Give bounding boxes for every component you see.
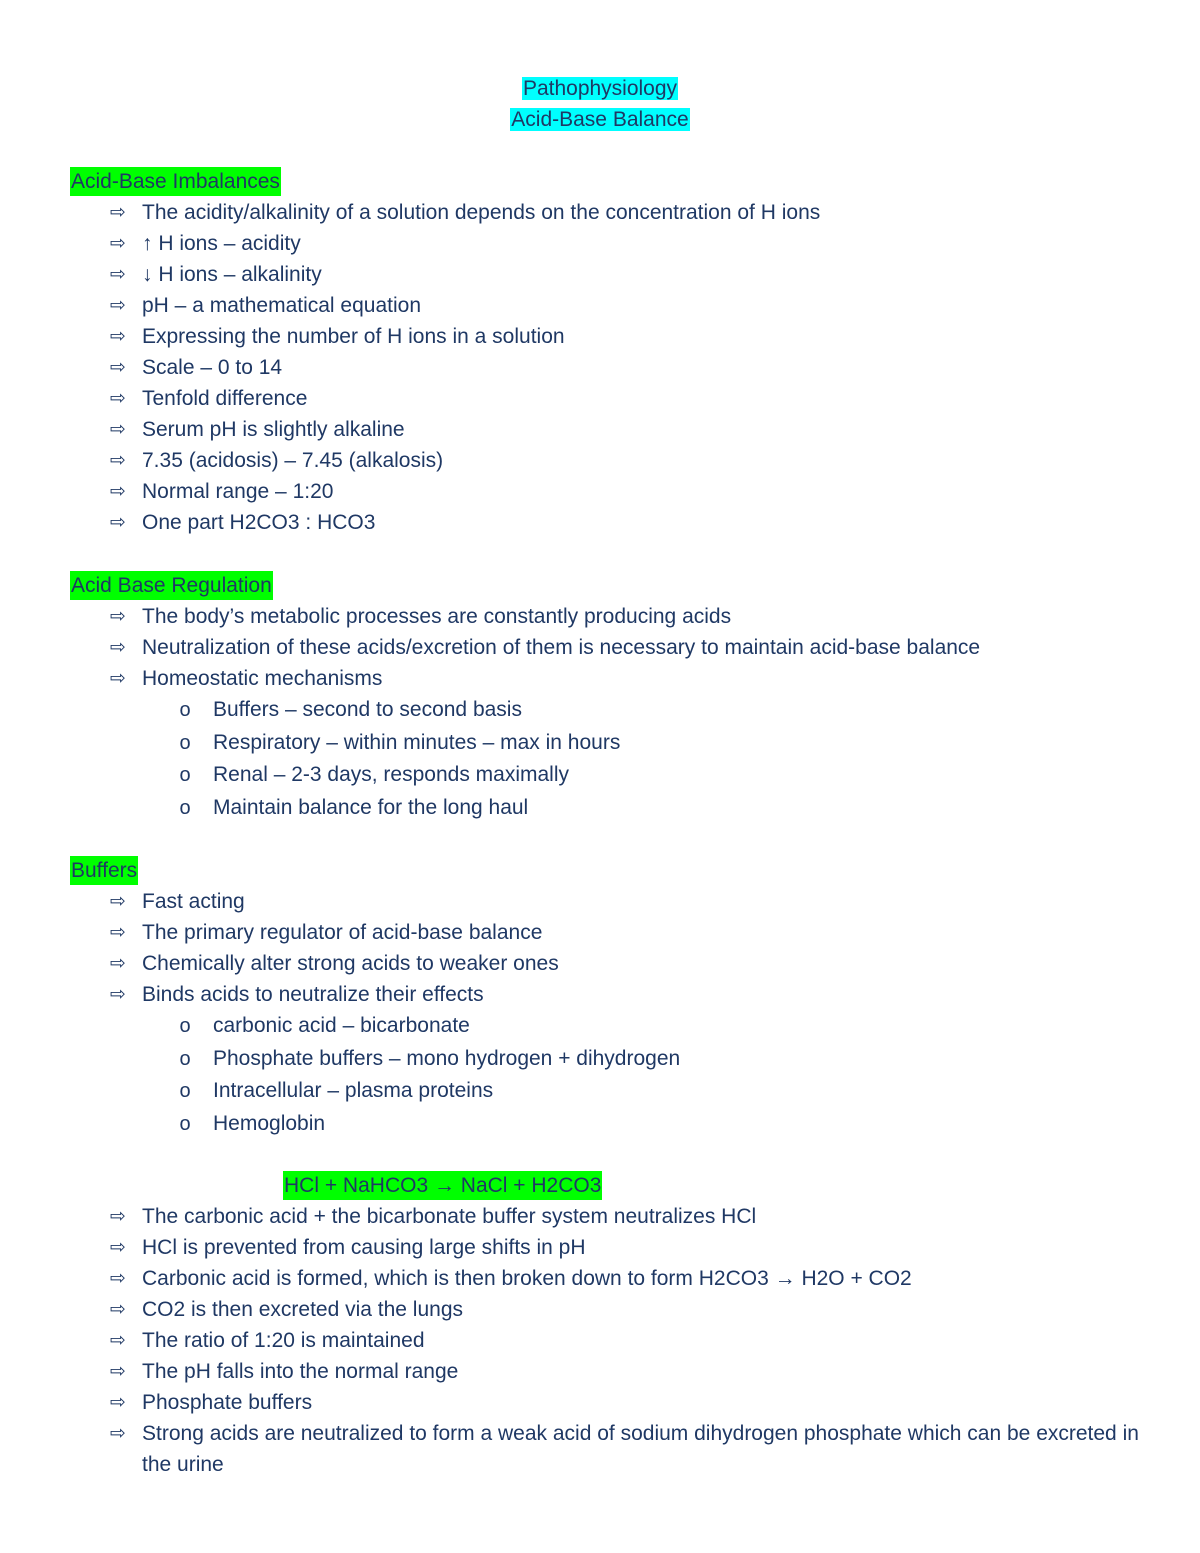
list-item: ⇨ Neutralization of these acids/excretion of them is necessary to maintain acid-base balance [70,632,1160,663]
list-item: ⇨ The primary regulator of acid-base balance [70,917,1160,948]
arrow-bullet-icon: ⇨ [110,983,126,1005]
list-item: ⇨ ↓ H ions – alkalinity [70,259,1160,290]
list-item: ⇨ The carbonic acid + the bicarbonate buffer system neutralizes HCl [70,1201,1160,1232]
list-item: ⇨ The ratio of 1:20 is maintained [70,1325,1160,1356]
arrow-bullet-icon: ⇨ [110,1236,126,1258]
list-item: ⇨ Homeostatic mechanisms [70,663,1160,694]
arrow-bullet-icon: ⇨ [110,890,126,912]
list-item: ⇨ Phosphate buffers [70,1387,1160,1418]
list-item: ⇨ Carbonic acid is formed, which is then broken down to form H2CO3 → H2O + CO2 [70,1263,1160,1294]
arrow-bullet-icon: ⇨ [110,418,126,440]
circle-bullet-icon: o [179,731,191,754]
bullet-list [70,197,1160,538]
arrow-bullet-icon: ⇨ [110,201,126,223]
circle-bullet-icon: o [179,1047,191,1070]
arrow-bullet-icon: ⇨ [110,294,126,316]
sub-list-item: o carbonic acid – bicarbonate [70,1010,1160,1043]
circle-bullet-icon: o [179,1080,191,1102]
sub-bullet-list [70,1010,1160,1140]
arrow-bullet-icon: ⇨ [110,1267,126,1289]
section-buffers [70,855,1160,1140]
bullet-list [70,1201,1160,1480]
list-item: ⇨ Normal range – 1:20 [70,476,1160,507]
title-line-2: Acid-Base Balance [511,108,689,131]
list-item: ⇨ Serum pH is slightly alkaline [70,414,1160,445]
list-item: ⇨ The pH falls into the normal range [70,1356,1160,1387]
list-item: ⇨ HCl is prevented from causing large shifts in pH [70,1232,1160,1263]
section-heading: Buffers [70,856,138,885]
section-heading: Acid-Base Imbalances [70,167,281,196]
section-acid-base-imbalances [70,166,1160,538]
section-heading: Acid Base Regulation [70,571,273,600]
chemical-equation [283,1170,602,1201]
arrow-bullet-icon: ⇨ [110,511,126,533]
sub-list-item: o Buffers – second to second basis [70,694,1160,727]
circle-bullet-icon: o [179,1112,191,1135]
list-item: ⇨ The body’s metabolic processes are constantly producing acids [70,601,1160,632]
sub-list-item: o Phosphate buffers – mono hydrogen + dihydrogen [70,1043,1160,1076]
arrow-bullet-icon: ⇨ [110,667,126,689]
arrow-bullet-icon: ⇨ [110,921,126,943]
arrow-bullet-icon: ⇨ [110,605,126,627]
list-item: ⇨ The acidity/alkalinity of a solution depends on the concentration of H ions [70,197,1160,228]
list-item: ⇨ One part H2CO3 : HCO3 [70,507,1160,538]
arrow-bullet-icon: ⇨ [110,1391,126,1413]
list-item: ⇨ Strong acids are neutralized to form a weak acid of sodium dihydrogen phosphate which can be excreted in the urine [70,1418,1160,1480]
document-title [0,73,1200,135]
circle-bullet-icon: o [179,1015,191,1037]
sub-list-item: o Intracellular – plasma proteins [70,1075,1160,1108]
list-item: ⇨ Expressing the number of H ions in a solution [70,321,1160,352]
section-acid-base-regulation [70,570,1160,824]
arrow-bullet-icon: ⇨ [110,1360,126,1382]
circle-bullet-icon: o [179,699,191,721]
arrow-bullet-icon: ⇨ [110,356,126,378]
arrow-bullet-icon: ⇨ [110,387,126,409]
list-item: ⇨ Chemically alter strong acids to weaker ones [70,948,1160,979]
arrow-bullet-icon: ⇨ [110,480,126,502]
arrow-bullet-icon: ⇨ [110,263,126,285]
bullet-list [70,886,1160,1010]
list-item: ⇨ Tenfold difference [70,383,1160,414]
circle-bullet-icon: o [179,796,191,819]
list-item: ⇨ pH – a mathematical equation [70,290,1160,321]
sub-list-item: o Hemoglobin [70,1108,1160,1141]
list-item: ⇨ Scale – 0 to 14 [70,352,1160,383]
arrow-bullet-icon: ⇨ [110,1205,126,1227]
list-item: ⇨ ↑ H ions – acidity [70,228,1160,259]
arrow-bullet-icon: ⇨ [110,449,126,471]
list-item: ⇨ Fast acting [70,886,1160,917]
sub-list-item: o Renal – 2-3 days, responds maximally [70,759,1160,792]
circle-bullet-icon: o [179,764,191,786]
arrow-bullet-icon: ⇨ [110,952,126,974]
title-line-1: Pathophysiology [522,77,678,100]
equation-text: HCl + NaHCO3 → NaCl + H2CO3 [283,1171,602,1200]
sub-bullet-list [70,694,1160,824]
bullet-list [70,601,1160,694]
arrow-bullet-icon: ⇨ [110,1298,126,1320]
arrow-bullet-icon: ⇨ [110,1422,126,1444]
sub-list-item: o Maintain balance for the long haul [70,792,1160,825]
section-buffer-explanation [70,1201,1160,1480]
arrow-bullet-icon: ⇨ [110,1329,126,1351]
arrow-bullet-icon: ⇨ [110,325,126,347]
list-item: ⇨ CO2 is then excreted via the lungs [70,1294,1160,1325]
arrow-bullet-icon: ⇨ [110,636,126,658]
arrow-bullet-icon: ⇨ [110,232,126,254]
list-item: ⇨ 7.35 (acidosis) – 7.45 (alkalosis) [70,445,1160,476]
list-item: ⇨ Binds acids to neutralize their effects [70,979,1160,1010]
sub-list-item: o Respiratory – within minutes – max in hours [70,727,1160,760]
